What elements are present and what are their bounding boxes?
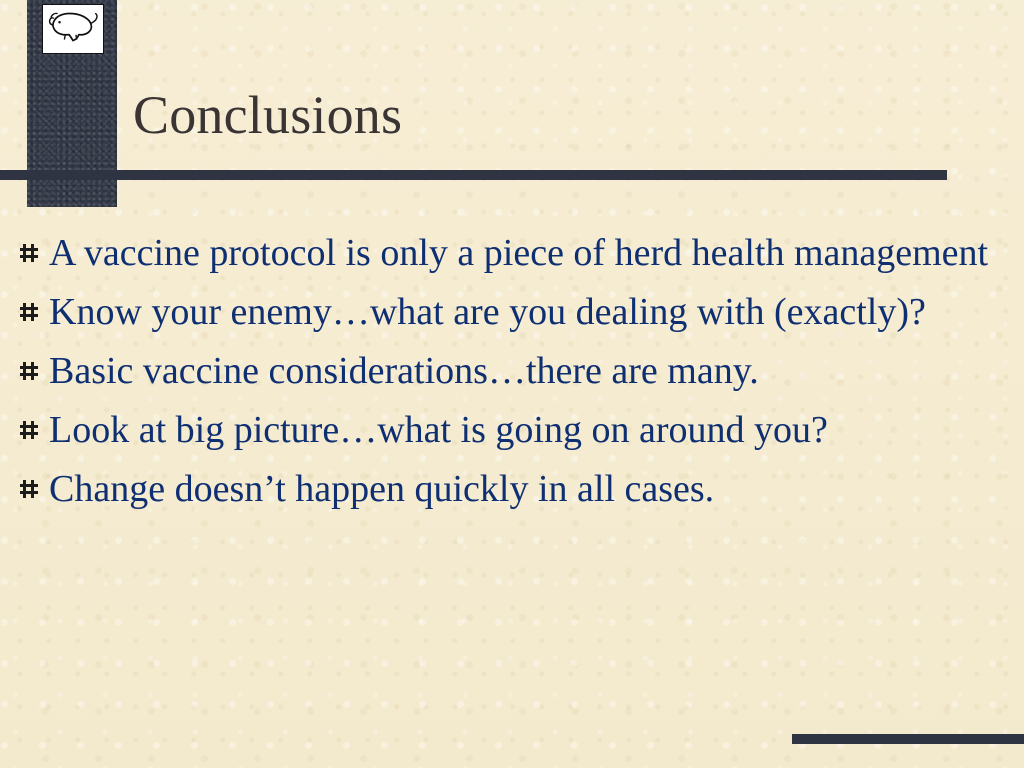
bullet-text: Look at big picture…what is going on around you? [49, 409, 828, 451]
bottom-accent-rule [792, 734, 1024, 744]
page-title: Conclusions [133, 85, 403, 145]
bullet-text: Change doesn’t happen quickly in all cases. [49, 468, 715, 510]
title-underline [0, 170, 947, 180]
list-item [15, 346, 995, 397]
bullet-text: Basic vaccine considerations…there are many. [49, 350, 759, 392]
bullet-text: A vaccine protocol is only a piece of herd health management [49, 232, 989, 274]
bullet-list [15, 228, 995, 523]
list-item [15, 287, 995, 338]
list-item [15, 464, 995, 515]
list-item [15, 228, 995, 279]
hash-bullet-icon [15, 405, 49, 456]
hash-bullet-icon [15, 228, 49, 279]
list-item [15, 405, 995, 456]
hash-bullet-icon [15, 464, 49, 515]
hash-bullet-icon [15, 346, 49, 397]
bullet-text: Know your enemy…what are you dealing with (exactly)? [49, 291, 926, 333]
suidae-logo [42, 4, 104, 54]
hash-bullet-icon [15, 287, 49, 338]
